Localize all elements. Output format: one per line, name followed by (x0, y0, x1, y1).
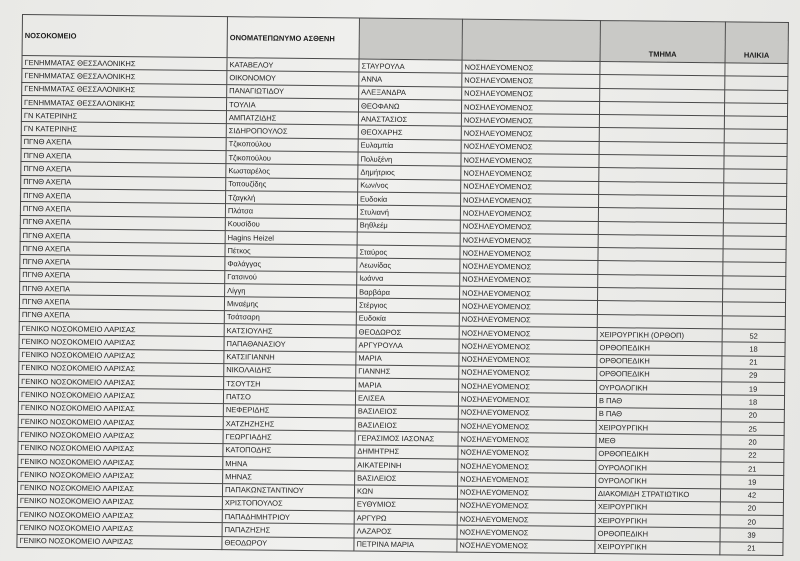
cell-department (599, 155, 724, 170)
cell-surname: ΝΙΚΟΛΑΙΔΗΣ (224, 363, 356, 378)
cell-department (599, 141, 724, 156)
cell-age (723, 209, 786, 223)
cell-surname: Κουσίδου (225, 217, 357, 232)
cell-surname: ΣΙΔΗΡΟΠΟΥΛΟΣ (226, 124, 358, 139)
cell-hospital: ΓΕΝΗΜΜΑΤΑΣ ΘΕΣΣΑΛΟΝΙΚΗΣ (22, 82, 227, 97)
cell-department: ΔΙΑΚΟΜΙΔΗ ΣΤΡΑΤΙΩΤΙΚΟ (595, 487, 720, 502)
cell-first-name: ΠΕΤΡΙΝΑ ΜΑΡΙΑ (354, 538, 457, 552)
cell-department (599, 181, 724, 196)
cell-hospital: ΠΓΝΘ ΑΧΕΠΑ (20, 268, 225, 283)
cell-hospital: ΠΓΝΘ ΑΧΕΠΑ (20, 228, 225, 243)
cell-age (724, 103, 787, 117)
cell-department (598, 234, 723, 249)
cell-department (600, 62, 725, 77)
cell-surname: Τσάτσαρη (224, 310, 356, 325)
cell-status: ΝΟΣΗΛΕΥΟΜΕΝΟΣ (460, 273, 598, 288)
cell-status: ΝΟΣΗΛΕΥΟΜΕΝΟΣ (461, 140, 599, 155)
cell-surname: Μιναέμης (224, 297, 356, 312)
patients-table (16, 14, 789, 556)
cell-surname: ΜΗΝΑ (223, 457, 355, 472)
cell-first-name: ΚΩΝ (354, 485, 457, 499)
cell-status: ΝΟΣΗΛΕΥΟΜΕΝΟΣ (459, 379, 597, 394)
header-blank-2 (462, 19, 600, 61)
cell-first-name: Λεωνίδας (357, 258, 460, 272)
cell-age: 29 (722, 369, 785, 383)
cell-hospital: ΓΕΝΙΚΟ ΝΟΣΟΚΟΜΕΙΟ ΛΑΡΙΣΑΣ (19, 375, 224, 390)
cell-status: ΝΟΣΗΛΕΥΟΜΕΝΟΣ (459, 299, 597, 314)
cell-department: ΟΥΡΟΛΟΓΙΚΗ (596, 474, 721, 489)
cell-first-name: ΘΕΟΔΩΡΟΣ (356, 325, 459, 339)
cell-department (599, 101, 724, 116)
cell-surname: ΘΕΟΔΩΡΟΥ (222, 536, 354, 551)
cell-status: ΝΟΣΗΛΕΥΟΜΕΝΟΣ (461, 180, 599, 195)
cell-department (598, 261, 723, 276)
cell-status: ΝΟΣΗΛΕΥΟΜΕΝΟΣ (458, 459, 596, 474)
cell-department: ΟΡΘΟΠΕΔΙΚΗ (597, 367, 722, 382)
cell-age (724, 156, 787, 170)
cell-first-name: Δημήτριος (358, 165, 461, 179)
cell-first-name: ΔΗΜΗΤΡΗΣ (355, 445, 458, 459)
cell-surname: ΓΕΩΡΓΙΑΔΗΣ (223, 430, 355, 445)
cell-status: ΝΟΣΗΛΕΥΟΜΕΝΟΣ (462, 87, 600, 102)
cell-age: 21 (722, 355, 785, 369)
header-age: ΗΛΙΚΙΑ (725, 22, 788, 64)
cell-department (598, 221, 723, 236)
cell-department (600, 88, 725, 103)
cell-department (598, 274, 723, 289)
cell-first-name: ΘΕΟΧΑΡΗΣ (358, 126, 461, 140)
cell-status: ΝΟΣΗΛΕΥΟΜΕΝΟΣ (462, 73, 600, 88)
cell-surname: ΚΑΤΟΠΟΔΗΣ (223, 443, 355, 458)
cell-surname: ΝΕΦΕΡΙΔΗΣ (223, 403, 355, 418)
cell-first-name: Πολυξένη (358, 152, 461, 166)
cell-first-name: ΣΤΑΥΡΟΥΛΑ (359, 59, 462, 73)
cell-hospital: ΓΕΝΙΚΟ ΝΟΣΟΚΟΜΕΙΟ ΛΑΡΙΣΑΣ (17, 481, 222, 496)
cell-hospital: ΓΕΝΙΚΟ ΝΟΣΟΚΟΜΕΙΟ ΛΑΡΙΣΑΣ (18, 454, 223, 469)
cell-status: ΝΟΣΗΛΕΥΟΜΕΝΟΣ (459, 326, 597, 341)
cell-surname: Τζικοπούλου (226, 137, 358, 152)
cell-age (724, 116, 787, 130)
cell-status: ΝΟΣΗΛΕΥΟΜΕΝΟΣ (461, 166, 599, 181)
cell-status: ΝΟΣΗΛΕΥΟΜΕΝΟΣ (461, 127, 599, 142)
cell-age (723, 276, 786, 290)
cell-first-name: ΜΑΡΙΑ (356, 352, 459, 366)
cell-first-name: ΑΡΓΥΡΟΥΛΑ (356, 338, 459, 352)
cell-age (724, 183, 787, 197)
cell-first-name: Στυλιανή (357, 205, 460, 219)
cell-age (723, 289, 786, 303)
cell-status: ΝΟΣΗΛΕΥΟΜΕΝΟΣ (457, 512, 595, 527)
cell-surname: Λίγγη (225, 284, 357, 299)
cell-hospital: ΓΕΝΙΚΟ ΝΟΣΟΚΟΜΕΙΟ ΛΑΡΙΣΑΣ (18, 388, 223, 403)
cell-department (600, 75, 725, 90)
cell-department (599, 128, 724, 143)
cell-hospital: ΓΕΝΙΚΟ ΝΟΣΟΚΟΜΕΙΟ ΛΑΡΙΣΑΣ (18, 414, 223, 429)
cell-age: 42 (720, 488, 783, 502)
cell-first-name: ΑΡΓΥΡΩ (354, 511, 457, 525)
cell-status: ΝΟΣΗΛΕΥΟΜΕΝΟΣ (457, 486, 595, 501)
header-department: ΤΜΗΜΑ (600, 21, 725, 63)
cell-hospital: ΓΝ ΚΑΤΕΡΙΝΗΣ (21, 122, 226, 137)
cell-hospital: ΠΓΝΘ ΑΧΕΠΑ (19, 295, 224, 310)
cell-department (598, 208, 723, 223)
header-blank-1 (359, 18, 462, 60)
cell-age: 25 (721, 422, 784, 436)
cell-hospital: ΠΓΝΘ ΑΧΕΠΑ (21, 135, 226, 150)
cell-age (723, 236, 786, 250)
cell-hospital: ΓΕΝΗΜΜΑΤΑΣ ΘΕΣΣΑΛΟΝΙΚΗΣ (22, 56, 227, 71)
cell-surname: ΠΑΠΑΘΑΝΑΣΙΟΥ (224, 337, 356, 352)
cell-age (723, 249, 786, 263)
cell-first-name: Βαρβάρα (357, 285, 460, 299)
cell-surname: ΠΑΤΣΟ (223, 390, 355, 405)
cell-hospital: ΠΓΝΘ ΑΧΕΠΑ (20, 255, 225, 270)
cell-first-name: ΓΙΑΝΝΗΣ (356, 365, 459, 379)
cell-hospital: ΓΕΝΙΚΟ ΝΟΣΟΚΟΜΕΙΟ ΛΑΡΙΣΑΣ (17, 521, 222, 536)
cell-status: ΝΟΣΗΛΕΥΟΜΕΝΟΣ (458, 472, 596, 487)
cell-age: 21 (721, 462, 784, 476)
header-patient-name: ΟΝΟΜΑΤΕΠΩΝΥΜΟ ΑΣΘΕΝΗ (227, 17, 359, 59)
cell-surname: ΑΜΠΑΤΖΙΔΗΣ (226, 111, 358, 126)
cell-age: 19 (721, 475, 784, 489)
cell-status: ΝΟΣΗΛΕΥΟΜΕΝΟΣ (461, 153, 599, 168)
cell-status: ΝΟΣΗΛΕΥΟΜΕΝΟΣ (458, 393, 596, 408)
cell-age: 20 (721, 435, 784, 449)
cell-department: ΧΕΙΡΟΥΡΓΙΚΗ (595, 500, 720, 515)
cell-status: ΝΟΣΗΛΕΥΟΜΕΝΟΣ (460, 233, 598, 248)
cell-surname: ΠΑΝΑΓΙΩΤΙΔΟΥ (227, 84, 359, 99)
cell-status: ΝΟΣΗΛΕΥΟΜΕΝΟΣ (460, 260, 598, 275)
cell-first-name: Ευδοκία (358, 192, 461, 206)
cell-status: ΝΟΣΗΛΕΥΟΜΕΝΟΣ (457, 499, 595, 514)
cell-surname: Φαλάγγας (225, 257, 357, 272)
cell-age (722, 315, 785, 329)
cell-first-name: ΒΑΣΙΛΕΙΟΣ (355, 471, 458, 485)
cell-department (597, 314, 722, 329)
cell-surname: ΧΡΙΣΤΟΠΟΥΛΟΣ (222, 496, 354, 511)
cell-department: ΜΕΘ (596, 434, 721, 449)
cell-age: 19 (722, 382, 785, 396)
cell-surname: ΚΑΤΣΙΓΙΑΝΝΗ (224, 350, 356, 365)
cell-status: ΝΟΣΗΛΕΥΟΜΕΝΟΣ (461, 113, 599, 128)
cell-status: ΝΟΣΗΛΕΥΟΜΕΝΟΣ (459, 313, 597, 328)
cell-status: ΝΟΣΗΛΕΥΟΜΕΝΟΣ (460, 220, 598, 235)
cell-first-name: Ευλαμπία (358, 139, 461, 153)
cell-department (599, 168, 724, 183)
cell-department: ΟΥΡΟΛΟΓΙΚΗ (597, 381, 722, 396)
cell-first-name: ΑΛΕΞΑΝΔΡΑ (359, 86, 462, 100)
cell-department: ΟΡΘΟΠΕΔΙΚΗ (597, 354, 722, 369)
cell-hospital: ΓΕΝΙΚΟ ΝΟΣΟΚΟΜΕΙΟ ΛΑΡΙΣΑΣ (19, 348, 224, 363)
cell-first-name: Ιωάννα (357, 272, 460, 286)
cell-age (722, 302, 785, 316)
cell-surname: Hagins Heizel (225, 230, 357, 245)
cell-first-name: ΒΑΣΙΛΕΙΟΣ (355, 418, 458, 432)
cell-hospital: ΓΝ ΚΑΤΕΡΙΝΗΣ (21, 109, 226, 124)
cell-first-name: Βηθλεέμ (357, 219, 460, 233)
cell-age (725, 63, 788, 77)
cell-first-name: ΓΕΡΑΣΙΜΟΣ ΙΑΣΟΝΑΣ (355, 431, 458, 445)
cell-department (599, 195, 724, 210)
cell-age: 39 (720, 528, 783, 542)
cell-department: ΧΕΙΡΟΥΡΓΙΚΗ (595, 514, 720, 529)
cell-status: ΝΟΣΗΛΕΥΟΜΕΝΟΣ (459, 339, 597, 354)
header-hospital: ΝΟΣΟΚΟΜΕΙΟ (22, 15, 227, 58)
cell-surname: Τζικοπούλου (226, 151, 358, 166)
cell-age (724, 143, 787, 157)
cell-age (724, 129, 787, 143)
cell-hospital: ΠΓΝΘ ΑΧΕΠΑ (21, 175, 226, 190)
cell-first-name (357, 232, 460, 246)
cell-surname: ΠΑΠΑΖΗΣΗΣ (222, 523, 354, 538)
cell-department: Β ΠΑΘ (596, 394, 721, 409)
cell-department: ΟΡΘΟΠΕΔΙΚΗ (596, 447, 721, 462)
cell-status: ΝΟΣΗΛΕΥΟΜΕΝΟΣ (458, 406, 596, 421)
cell-first-name: ΑΙΚΑΤΕΡΙΝΗ (355, 458, 458, 472)
cell-surname: Τοπουζίδης (226, 177, 358, 192)
cell-surname: ΠΑΠΑΔΗΜΗΤΡΙΟΥ (222, 510, 354, 525)
cell-age: 20 (720, 515, 783, 529)
cell-surname: Κωσταρέλος (226, 164, 358, 179)
cell-hospital: ΓΕΝΙΚΟ ΝΟΣΟΚΟΜΕΙΟ ΛΑΡΙΣΑΣ (19, 361, 224, 376)
cell-status: ΝΟΣΗΛΕΥΟΜΕΝΟΣ (461, 100, 599, 115)
cell-hospital: ΠΓΝΘ ΑΧΕΠΑ (20, 202, 225, 217)
cell-hospital: ΠΓΝΘ ΑΧΕΠΑ (20, 215, 225, 230)
cell-department: ΟΡΘΟΠΕΔΙΚΗ (597, 341, 722, 356)
cell-hospital: ΓΕΝΙΚΟ ΝΟΣΟΚΟΜΕΙΟ ΛΑΡΙΣΑΣ (18, 428, 223, 443)
cell-surname: Πλάτσα (225, 204, 357, 219)
cell-age (725, 89, 788, 103)
cell-status: ΝΟΣΗΛΕΥΟΜΕΝΟΣ (460, 206, 598, 221)
cell-hospital: ΓΕΝΗΜΜΑΤΑΣ ΘΕΣΣΑΛΟΝΙΚΗΣ (22, 69, 227, 84)
cell-age: 52 (722, 329, 785, 343)
cell-hospital: ΠΓΝΘ ΑΧΕΠΑ (20, 282, 225, 297)
cell-surname: ΜΗΝΑΣ (223, 470, 355, 485)
cell-first-name: Κων/νος (358, 179, 461, 193)
cell-age (725, 76, 788, 90)
cell-department (598, 248, 723, 263)
cell-surname: Πέτκος (225, 244, 357, 259)
cell-status: ΝΟΣΗΛΕΥΟΜΕΝΟΣ (461, 193, 599, 208)
cell-first-name: ΕΥΘΥΜΙΟΣ (354, 498, 457, 512)
cell-status: ΝΟΣΗΛΕΥΟΜΕΝΟΣ (457, 525, 595, 540)
cell-first-name: ΘΕΟΦΑΝΩ (358, 99, 461, 113)
cell-age (723, 222, 786, 236)
cell-status: ΝΟΣΗΛΕΥΟΜΕΝΟΣ (457, 539, 595, 554)
cell-status: ΝΟΣΗΛΕΥΟΜΕΝΟΣ (462, 60, 600, 75)
cell-age: 18 (722, 342, 785, 356)
cell-hospital: ΓΕΝΙΚΟ ΝΟΣΟΚΟΜΕΙΟ ΛΑΡΙΣΑΣ (18, 401, 223, 416)
cell-department (599, 115, 724, 130)
cell-department (598, 288, 723, 303)
table-body (17, 56, 788, 556)
cell-hospital: ΓΕΝΙΚΟ ΝΟΣΟΚΟΜΕΙΟ ΛΑΡΙΣΑΣ (19, 321, 224, 336)
cell-hospital: ΓΕΝΙΚΟ ΝΟΣΟΚΟΜΕΙΟ ΛΑΡΙΣΑΣ (19, 335, 224, 350)
cell-hospital: ΓΕΝΗΜΜΑΤΑΣ ΘΕΣΣΑΛΟΝΙΚΗΣ (22, 95, 227, 110)
cell-status: ΝΟΣΗΛΕΥΟΜΕΝΟΣ (459, 353, 597, 368)
cell-department: ΧΕΙΡΟΥΡΓΙΚΗ (ΟΡΘΟΠ) (597, 327, 722, 342)
cell-surname: ΚΑΤΣΙΟΥΛΗΣ (224, 324, 356, 339)
cell-surname: Γατσινού (225, 270, 357, 285)
cell-surname: ΤΟΥΛΙΑ (226, 98, 358, 113)
cell-status: ΝΟΣΗΛΕΥΟΜΕΝΟΣ (460, 246, 598, 261)
cell-surname: ΚΑΤΑΒΕΛΟΥ (227, 58, 359, 73)
cell-department: ΟΥΡΟΛΟΓΙΚΗ (596, 460, 721, 475)
cell-status: ΝΟΣΗΛΕΥΟΜΕΝΟΣ (458, 419, 596, 434)
cell-status: ΝΟΣΗΛΕΥΟΜΕΝΟΣ (459, 366, 597, 381)
cell-first-name: ΑΝΝΑ (359, 72, 462, 86)
cell-hospital: ΓΕΝΙΚΟ ΝΟΣΟΚΟΜΕΙΟ ΛΑΡΙΣΑΣ (17, 494, 222, 509)
cell-hospital: ΓΕΝΙΚΟ ΝΟΣΟΚΟΜΕΙΟ ΛΑΡΙΣΑΣ (17, 508, 222, 523)
cell-hospital: ΓΕΝΙΚΟ ΝΟΣΟΚΟΜΕΙΟ ΛΑΡΙΣΑΣ (18, 441, 223, 456)
cell-department: ΧΕΙΡΟΥΡΓΙΚΗ (595, 540, 720, 555)
cell-age: 18 (721, 395, 784, 409)
cell-surname: ΠΑΠΑΚΩΝΣΤΑΝΤΙΝΟΥ (222, 483, 354, 498)
cell-hospital: ΠΓΝΘ ΑΧΕΠΑ (21, 162, 226, 177)
cell-hospital: ΓΕΝΙΚΟ ΝΟΣΟΚΟΜΕΙΟ ΛΑΡΙΣΑΣ (17, 534, 222, 549)
cell-age: 20 (720, 502, 783, 516)
cell-first-name: Σταύρος (357, 245, 460, 259)
cell-first-name: Ευδοκία (356, 312, 459, 326)
cell-age (724, 169, 787, 183)
cell-age: 22 (721, 448, 784, 462)
cell-age (723, 196, 786, 210)
cell-age (723, 262, 786, 276)
cell-first-name: ΕΛΙΣΕΑ (355, 391, 458, 405)
cell-hospital: ΠΓΝΘ ΑΧΕΠΑ (21, 149, 226, 164)
cell-department: ΧΕΙΡΟΥΡΓΙΚΗ (596, 421, 721, 436)
cell-status: ΝΟΣΗΛΕΥΟΜΕΝΟΣ (458, 446, 596, 461)
cell-surname: ΟΙΚΟΝΟΜΟΥ (227, 71, 359, 86)
cell-first-name: ΛΑΖΑΡΟΣ (354, 524, 457, 538)
cell-surname: Τζαγκλή (226, 191, 358, 206)
cell-age: 20 (721, 409, 784, 423)
cell-department (597, 301, 722, 316)
cell-first-name: ΒΑΣΙΛΕΙΟΣ (355, 405, 458, 419)
cell-department: Β ΠΑΘ (596, 407, 721, 422)
cell-department: ΟΡΘΟΠΕΔΙΚΗ (595, 527, 720, 542)
cell-status: ΝΟΣΗΛΕΥΟΜΕΝΟΣ (460, 286, 598, 301)
cell-surname: ΤΣΟΥΤΣΗ (224, 377, 356, 392)
cell-status: ΝΟΣΗΛΕΥΟΜΕΝΟΣ (458, 432, 596, 447)
cell-hospital: ΠΓΝΘ ΑΧΕΠΑ (21, 188, 226, 203)
cell-surname: ΧΑΤΖΗΖΗΣΗΣ (223, 417, 355, 432)
cell-age: 21 (720, 542, 783, 556)
cell-hospital: ΠΓΝΘ ΑΧΕΠΑ (19, 308, 224, 323)
cell-first-name: Στέργιος (356, 298, 459, 312)
cell-first-name: ΜΑΡΙΑ (356, 378, 459, 392)
cell-first-name: ΑΝΑΣΤΑΣΙΟΣ (358, 112, 461, 126)
cell-hospital: ΓΕΝΙΚΟ ΝΟΣΟΚΟΜΕΙΟ ΛΑΡΙΣΑΣ (18, 468, 223, 483)
cell-hospital: ΠΓΝΘ ΑΧΕΠΑ (20, 242, 225, 257)
